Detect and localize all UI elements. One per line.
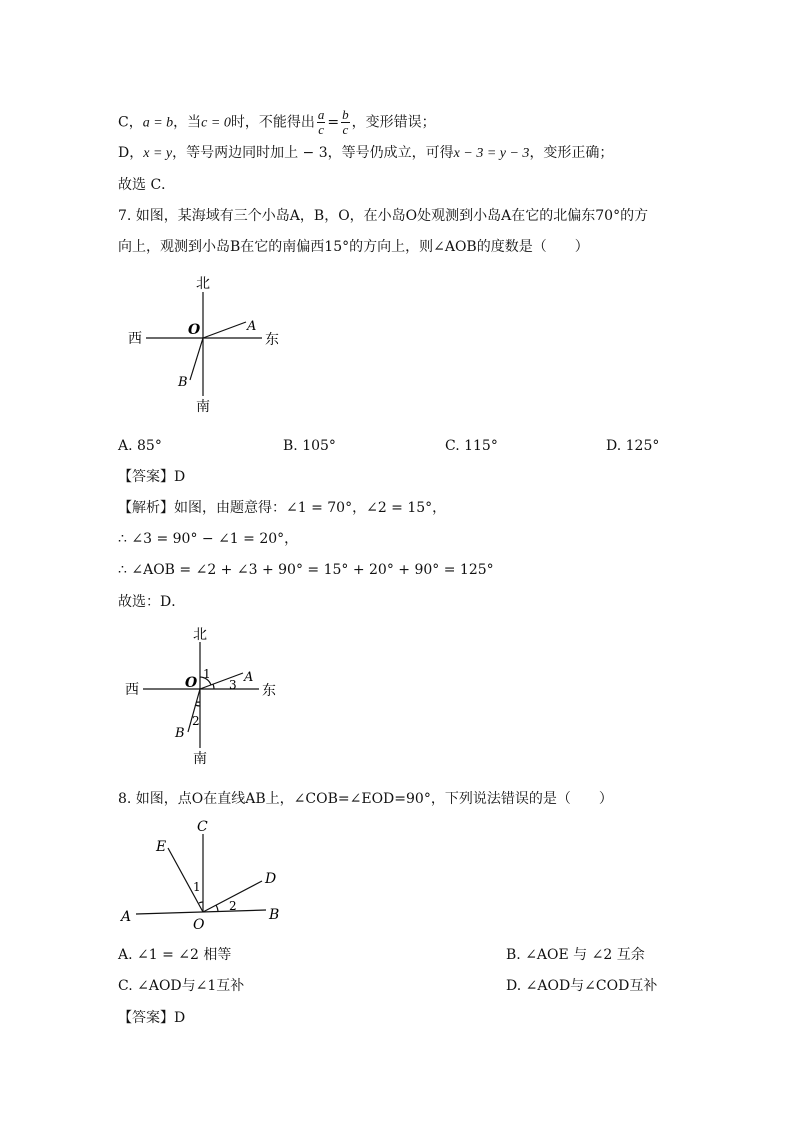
ray-oa [200,673,243,689]
q7-answer: 【答案】D [118,469,186,485]
label-angle-1: 1 [203,667,211,681]
text-segment: ，变形正确； [529,145,614,161]
angle-3-arc [213,684,214,689]
label-d: D [265,871,277,887]
text-segment: ，当 [173,114,202,131]
angle-2-arc-outer [195,705,200,706]
fraction-denominator: c [342,122,349,137]
q8-option-d[interactable]: D. ∠AOD与∠COD互补 [506,978,658,994]
label-south: 南 [196,399,210,415]
label-c: C [197,819,208,835]
fraction-a-over-c [317,108,326,137]
ray-oe [168,848,203,912]
text-segment: 时，不能得出 [230,114,315,131]
ray-oa [203,322,246,338]
equation-x-eq-y: x = y [143,146,173,161]
text-segment: ，等号两边同时加上 − 3，等号仍成立，可得 [172,145,454,161]
label-north: 北 [193,627,207,643]
line-ab [136,910,266,914]
fraction-numerator: b [342,107,349,122]
q8-option-c[interactable]: C. ∠AOD与∠1互补 [118,978,245,994]
q8-option-a[interactable]: A. ∠1 = ∠2 相等 [118,947,232,963]
ray-ob [190,338,203,380]
fraction-denominator: c [318,122,324,137]
label-north: 北 [196,276,210,292]
q7-option-d[interactable]: D. 125° [606,438,660,454]
equation-c-eq-0: c = 0 [201,115,231,131]
label-east: 东 [262,683,276,699]
label-o: O [185,675,198,691]
label-angle-3: 3 [229,678,237,692]
label-b: B [178,375,188,390]
option-c-label: C， [118,114,143,131]
equation-a-eq-b: a = b [142,115,174,131]
label-a: A [244,670,254,685]
conclusion-c: 故选 C． [118,177,176,193]
angle-1-arc [199,902,203,903]
label-b: B [175,726,185,741]
label-east: 东 [265,332,279,348]
label-a: A [121,909,132,925]
q7-step-1: ∴ ∠3 = 90° − ∠1 = 20°， [118,531,299,547]
label-west: 西 [128,331,142,347]
fraction-b-over-c [341,108,350,137]
q8-option-b[interactable]: B. ∠AOE 与 ∠2 互余 [506,947,645,963]
label-o: O [188,322,201,338]
label-west: 西 [125,682,139,698]
label-angle-2: 2 [192,714,200,728]
label-angle-2: 2 [229,899,237,913]
label-angle-1: 1 [193,880,201,894]
angle-1-arc [200,677,211,685]
question-7-line-1: 7. 如图，某海域有三个小岛A，B，O，在小岛O处观测到小岛A在它的北偏东70°的方 [118,208,649,224]
q7-analysis: 【解析】如图，由题意得：∠1 = 70°，∠2 = 15°， [118,500,447,516]
angle-2-arc [216,905,218,911]
label-b: B [269,907,280,923]
q7-option-c[interactable]: C. 115° [445,438,498,454]
label-o: O [193,917,205,933]
q8-answer: 【答案】D [118,1010,186,1026]
ray-ob [188,689,200,732]
q7-option-a[interactable]: A. 85° [118,438,162,454]
ray-od [203,881,262,912]
conclusion-d: 故选：D． [118,594,186,610]
option-d-explanation [118,143,613,164]
text-segment: ，变形错误； [351,114,436,131]
question-8-line-1: 8. 如图，点O在直线AB上，∠COB=∠EOD=90°，下列说法错误的是（ ） [118,791,613,807]
option-c-explanation [118,108,436,137]
q7-option-b[interactable]: B. 105° [283,438,336,454]
label-e: E [156,839,167,855]
question-7-line-2: 向上，观测到小岛B在它的南偏西15°的方向上，则∠AOB的度数是（ ） [118,239,589,255]
equals-sign: = [327,114,340,131]
fraction-numerator: a [317,107,325,122]
option-d-label: D， [118,145,144,161]
equation-x-minus-3: x − 3 = y − 3 [453,146,530,161]
q7-step-2: ∴ ∠AOB = ∠2 + ∠3 + 90° = 15° + 20° + 90° = 125° [118,562,494,578]
label-a: A [247,319,257,334]
label-south: 南 [193,751,207,767]
